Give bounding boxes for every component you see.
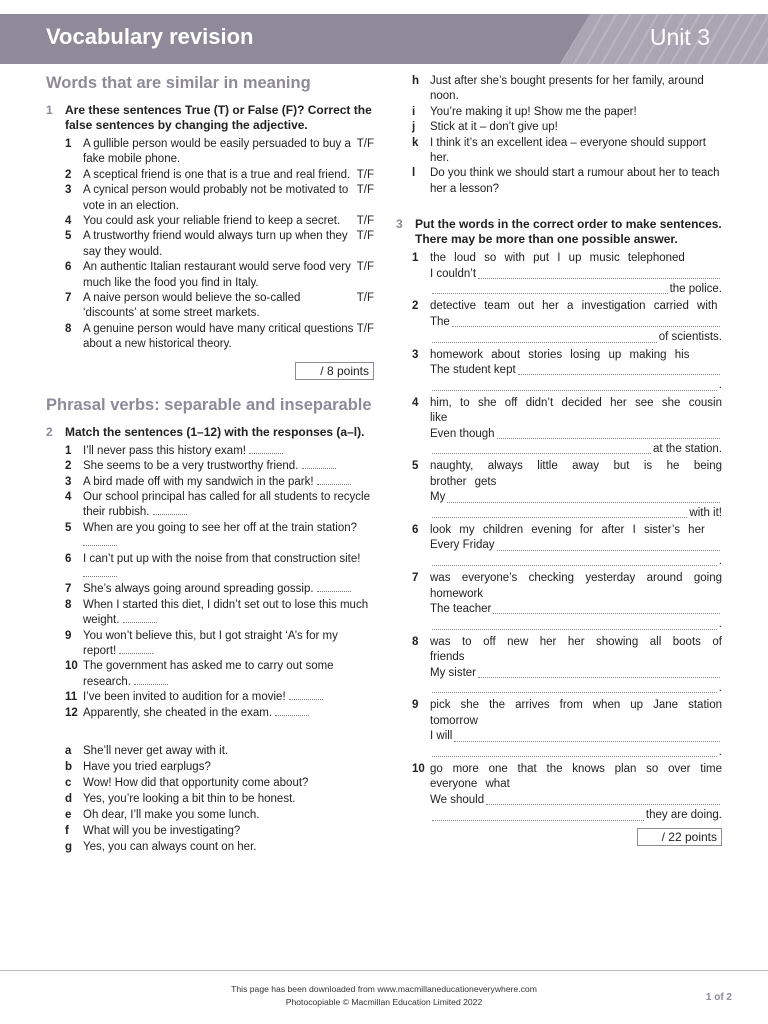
task-number: 1 (46, 103, 53, 117)
sentence-start: The student kept (430, 364, 516, 377)
answer-blank[interactable] (447, 502, 720, 503)
sentence-end: they are doing. (645, 809, 722, 822)
answer-blank[interactable] (432, 453, 651, 454)
answer-line-start (430, 666, 722, 681)
word-order-item (412, 251, 722, 297)
match-item (65, 490, 374, 521)
response-letter: h (412, 75, 420, 87)
item-number: 4 (65, 215, 72, 228)
word-order-item (412, 762, 722, 824)
response-letter: k (412, 136, 419, 149)
item-number: 8 (65, 598, 72, 611)
item-text (83, 214, 374, 229)
sentence: An authentic Italian restaurant would serve food very much like the food you find in Italy. (83, 261, 351, 289)
response-item (65, 791, 374, 807)
answer-line-start (430, 427, 722, 442)
task2-instruction (46, 425, 374, 440)
right-column (396, 74, 722, 846)
answer-line-end (430, 554, 722, 569)
sentence: Our school principal has called for all students to recycle their rubbish. (83, 490, 371, 519)
sentence: A genuine person would have many critical questions about a new historical theory. (83, 322, 354, 351)
word-order-item (412, 396, 722, 458)
task3-instruction (396, 217, 722, 247)
page-number: 1 of 2 (705, 992, 732, 1003)
answer-line-start (430, 267, 722, 282)
response-letter: g (65, 841, 73, 853)
answer-line-end (430, 330, 722, 345)
item-content (430, 523, 722, 569)
scrambled-words: him, to she off didn’t decided her see she cousin like (430, 396, 722, 425)
points-box[interactable]: / 22 points (637, 828, 722, 846)
points-row (46, 362, 374, 380)
sentence-end: at the station. (652, 443, 722, 455)
response-letter: j (412, 121, 416, 134)
response-letter: a (65, 745, 72, 757)
item-number: 5 (412, 460, 419, 473)
response-item (65, 839, 374, 855)
item-content (430, 348, 722, 394)
section2-title: Phrasal verbs: separable and inseparable (46, 395, 372, 414)
word-order-item (412, 523, 722, 569)
item-text (83, 260, 374, 291)
item-number: 5 (65, 230, 72, 243)
answer-blank[interactable] (518, 374, 720, 375)
sentence: When I started this diet, I didn’t set out to lose this much weight. (83, 598, 369, 627)
answer-blank[interactable] (432, 820, 644, 821)
answer-blank[interactable] (432, 629, 717, 630)
answer-blank[interactable] (432, 342, 657, 343)
answer-line-start (430, 538, 722, 553)
item-text (83, 459, 374, 474)
sentence-start: The (430, 315, 450, 328)
sentence: I can’t put up with the noise from that construction site! (83, 552, 361, 565)
page-title: Vocabulary revision (46, 24, 254, 49)
response-letter: i (412, 105, 416, 118)
section1-title: Words that are similar in meaning (46, 74, 311, 92)
match-item (65, 521, 374, 552)
answer-line-end (430, 745, 722, 760)
item-number: 11 (65, 691, 78, 704)
item-text (83, 690, 374, 705)
item-number: 3 (412, 348, 419, 361)
answer-line-start (430, 363, 722, 378)
item-text (83, 659, 374, 690)
answer-line-start (430, 602, 722, 617)
sentence: She seems to be a very trustworthy friend. (83, 460, 299, 473)
item-number: 5 (65, 521, 72, 534)
footer-divider (0, 970, 768, 971)
item-number: 9 (412, 699, 419, 712)
item-number: 12 (65, 706, 78, 719)
tf-item (65, 229, 374, 260)
response-text: What will you be investigating? (83, 825, 241, 837)
response-list-continued (412, 74, 722, 197)
match-item (65, 582, 374, 597)
item-text (83, 322, 374, 353)
sentence: When are you going to see her off at the train station? (83, 521, 358, 534)
response-item (412, 105, 722, 120)
answer-blank[interactable] (302, 460, 336, 469)
item-number: 7 (65, 583, 72, 596)
response-letter: l (412, 167, 416, 180)
answer-line-end (430, 378, 722, 393)
item-content (430, 396, 722, 458)
task1-instruction (46, 103, 374, 133)
sentence-end: the police. (669, 283, 722, 296)
response-letter: d (65, 793, 73, 805)
answer-blank[interactable] (289, 691, 323, 700)
answer-blank[interactable] (432, 565, 717, 566)
response-text: Wow! How did that opportunity come about? (83, 777, 309, 789)
response-letter: c (65, 777, 72, 789)
item-content (430, 299, 722, 345)
response-text: Stick at it – don’t give up! (430, 121, 558, 134)
item-text (83, 552, 374, 583)
item-content (430, 251, 722, 297)
response-text: Have you tried earplugs? (83, 761, 211, 773)
scrambled-words: naughty, always little away but is he being brother gets (430, 460, 722, 488)
points-box[interactable]: / 8 points (295, 362, 374, 380)
item-content (430, 459, 722, 521)
answer-blank[interactable] (249, 445, 283, 454)
scrambled-words: go more one that the knows plan so over time everyone what (430, 762, 722, 791)
match-item (65, 475, 374, 490)
answer-line-end (430, 506, 722, 521)
word-order-item (412, 299, 722, 345)
answer-blank[interactable] (497, 550, 720, 551)
item-number: 3 (65, 475, 72, 488)
scrambled-words: detective team out her a investigation carried with (430, 300, 718, 313)
item-number: 2 (65, 168, 72, 181)
sentence: A cynical person would probably not be motivated to vote in an election. (83, 184, 349, 212)
true-false-choice[interactable]: T/F (356, 261, 374, 274)
tf-item (65, 260, 374, 291)
scrambled-words: look my children evening for after I sister’s her (430, 524, 705, 536)
sentence: A naive person would believe the so-called ‘discounts’ at some street markets. (83, 292, 301, 320)
response-item (65, 759, 374, 775)
item-text (83, 444, 374, 459)
answer-blank[interactable] (317, 583, 351, 592)
answer-line-end (430, 808, 722, 823)
item-text (83, 582, 374, 597)
match-item (65, 598, 374, 629)
item-text (83, 137, 374, 168)
answer-blank[interactable] (432, 692, 717, 693)
response-item (412, 74, 722, 105)
task-number: 3 (396, 217, 403, 232)
answer-blank[interactable] (119, 645, 153, 654)
answer-blank[interactable] (452, 326, 720, 327)
item-text (83, 706, 374, 721)
match-item (65, 459, 374, 474)
response-letter: b (65, 761, 73, 773)
unit-label: Unit 3 (649, 24, 710, 50)
scrambled-words: the loud so with put I up music telephoned (430, 252, 685, 265)
answer-blank[interactable] (432, 390, 717, 391)
answer-blank[interactable] (493, 613, 720, 614)
scrambled-words: pick she the arrives from when up Jane station tomorrow (430, 699, 722, 727)
item-number: 4 (65, 490, 72, 503)
item-number: 1 (65, 444, 72, 457)
response-text: I think it’s an excellent idea – everyone should support her. (430, 136, 706, 165)
answer-blank[interactable] (486, 804, 720, 805)
true-false-choice[interactable]: T/F (356, 138, 374, 150)
answer-blank[interactable] (275, 707, 309, 716)
sentence-start: My (430, 491, 446, 504)
answer-blank[interactable] (478, 677, 720, 678)
response-item (65, 823, 374, 839)
sentence: You won’t believe this, but I got straight ‘A’s for my report! (83, 629, 338, 657)
item-number: 4 (412, 396, 419, 409)
item-text (83, 490, 374, 521)
word-order-item (412, 698, 722, 760)
sentence: I’ve been invited to audition for a movie! (83, 691, 286, 704)
item-text (83, 229, 374, 260)
answer-blank[interactable] (123, 614, 157, 623)
answer-line-start (430, 729, 722, 744)
sentence-end: of scientists. (658, 331, 722, 344)
sentence: A trustworthy friend would always turn up when they say they would. (83, 230, 348, 258)
item-number: 8 (412, 635, 419, 648)
item-text (83, 521, 374, 552)
item-text (83, 168, 374, 183)
tf-item (65, 322, 374, 353)
item-number: 2 (412, 300, 419, 313)
response-letter: f (65, 825, 69, 837)
response-item (412, 136, 722, 167)
sentence: You could ask your reliable friend to keep a secret. (83, 215, 341, 228)
answer-line-end (430, 282, 722, 297)
item-text (83, 183, 374, 214)
sentence: A bird made off with my sandwich in the park! (83, 475, 314, 488)
left-column (46, 74, 374, 855)
item-content (430, 698, 722, 760)
answer-blank[interactable] (454, 741, 720, 742)
sentence-start: Every Friday (430, 539, 495, 552)
item-number: 6 (65, 552, 72, 565)
footer (0, 983, 768, 1009)
answer-blank[interactable] (317, 476, 351, 485)
match-item (65, 629, 374, 660)
item-text (83, 629, 374, 660)
item-content (430, 571, 722, 633)
word-order-list (412, 251, 722, 823)
response-item (412, 166, 722, 197)
answer-blank[interactable] (83, 537, 117, 546)
tf-item (65, 137, 374, 168)
sentence-start: I will (430, 730, 453, 743)
answer-line-end (430, 442, 722, 457)
sentence: I’ll never pass this history exam! (83, 444, 246, 457)
response-text: Yes, you’re looking a bit thin to be honest. (83, 793, 296, 805)
match-item (65, 552, 374, 583)
item-number: 3 (65, 184, 72, 197)
task-text: Are these sentences True (T) or False (F)? Correct the false sentences by changing the adjective. (65, 103, 372, 132)
footer-download-note: This page has been downloaded from www.macmillaneducationeverywhere.com (231, 984, 537, 994)
word-order-item (412, 348, 722, 394)
answer-blank[interactable] (83, 568, 117, 577)
true-false-choice[interactable]: T/F (356, 184, 374, 197)
match-item (65, 659, 374, 690)
match-item (65, 706, 374, 721)
response-list (65, 743, 374, 855)
response-item (65, 807, 374, 823)
response-text: Yes, you can always count on her. (83, 841, 257, 853)
answer-blank[interactable] (432, 293, 668, 294)
sentence: The government has asked me to carry out some research. (83, 660, 334, 688)
response-letter: e (65, 809, 72, 821)
task-number: 2 (46, 424, 53, 439)
sentence: A sceptical friend is one that is a true and real friend. (83, 168, 351, 181)
sentence-start: The teacher (430, 602, 492, 615)
tf-item (65, 183, 374, 214)
match-item-list (65, 444, 374, 721)
tf-item (65, 168, 374, 183)
answer-line-start (430, 793, 722, 808)
true-false-choice[interactable]: T/F (356, 230, 374, 243)
sentence-start: My sister (430, 666, 476, 679)
answer-blank[interactable] (134, 676, 168, 685)
match-item (65, 444, 374, 459)
tf-item (65, 214, 374, 229)
points-row (396, 828, 722, 846)
answer-line-end (430, 617, 722, 632)
tf-item-list (65, 137, 374, 353)
sentence-start: Even though (430, 427, 495, 440)
item-content (430, 762, 722, 824)
sentence: A gullible person would be easily persuaded to buy a fake mobile phone. (83, 138, 351, 166)
match-item (65, 690, 374, 705)
response-text: You’re making it up! Show me the paper! (430, 105, 637, 118)
response-item (65, 775, 374, 791)
sentence: Apparently, she cheated in the exam. (83, 706, 273, 719)
task-text: Put the words in the correct order to make sentences. There may be more than one possible answer. (415, 217, 722, 247)
answer-line-start (430, 490, 722, 505)
sentence-end: . (718, 554, 722, 567)
sentence-start: We should (430, 793, 485, 806)
item-text (83, 598, 374, 629)
response-text: Do you think we should start a rumour about her to teach her a lesson? (430, 167, 720, 195)
item-number: 6 (65, 261, 72, 274)
item-number: 2 (65, 460, 72, 473)
item-number: 1 (412, 252, 419, 265)
item-number: 10 (412, 762, 425, 775)
item-number: 6 (412, 524, 419, 536)
sentence-end: . (718, 745, 722, 758)
answer-blank[interactable] (432, 517, 687, 518)
true-false-choice[interactable]: T/F (356, 322, 374, 335)
response-item (65, 743, 374, 759)
header-banner (0, 14, 768, 64)
sentence-end: with it! (689, 506, 722, 519)
response-text: She’ll never get away with it. (83, 745, 229, 757)
word-order-item (412, 571, 722, 633)
true-false-choice[interactable]: T/F (356, 168, 374, 181)
response-text: Just after she’s bought presents for her family, around noon. (430, 75, 704, 103)
answer-line-start (430, 315, 722, 330)
word-order-item (412, 459, 722, 521)
response-item (412, 120, 722, 135)
item-number: 10 (65, 660, 78, 673)
scrambled-words: was to off new her her showing all boots of friends (430, 635, 722, 664)
answer-blank[interactable] (432, 756, 717, 757)
item-content (430, 635, 722, 697)
answer-line-end (430, 681, 722, 696)
footer-copyright: Photocopiable © Macmillan Education Limited 2022 (285, 997, 483, 1007)
word-order-item (412, 635, 722, 697)
item-number: 7 (412, 572, 419, 585)
sentence-end: . (718, 681, 722, 694)
answer-blank[interactable] (497, 438, 720, 439)
scrambled-words: was everyone’s checking yesterday around going homework (430, 572, 722, 600)
true-false-choice[interactable]: T/F (356, 215, 374, 228)
sentence-end: . (718, 618, 722, 631)
true-false-choice[interactable]: T/F (356, 292, 374, 305)
tf-item (65, 291, 374, 322)
response-text: Oh dear, I’ll make you some lunch. (83, 809, 260, 821)
item-number: 8 (65, 322, 72, 335)
item-number: 1 (65, 138, 72, 150)
answer-blank[interactable] (153, 506, 187, 515)
item-number: 9 (65, 629, 72, 642)
sentence: She’s always going around spreading gossip. (83, 583, 314, 596)
answer-blank[interactable] (478, 278, 720, 279)
item-number: 7 (65, 292, 72, 305)
sentence-start: I couldn’t (430, 267, 477, 280)
task-text: Match the sentences (1–12) with the responses (a–l). (65, 424, 365, 439)
sentence-end: . (718, 379, 722, 392)
item-text (83, 291, 374, 322)
item-text (83, 475, 374, 490)
scrambled-words: homework about stories losing up making his (430, 348, 690, 361)
